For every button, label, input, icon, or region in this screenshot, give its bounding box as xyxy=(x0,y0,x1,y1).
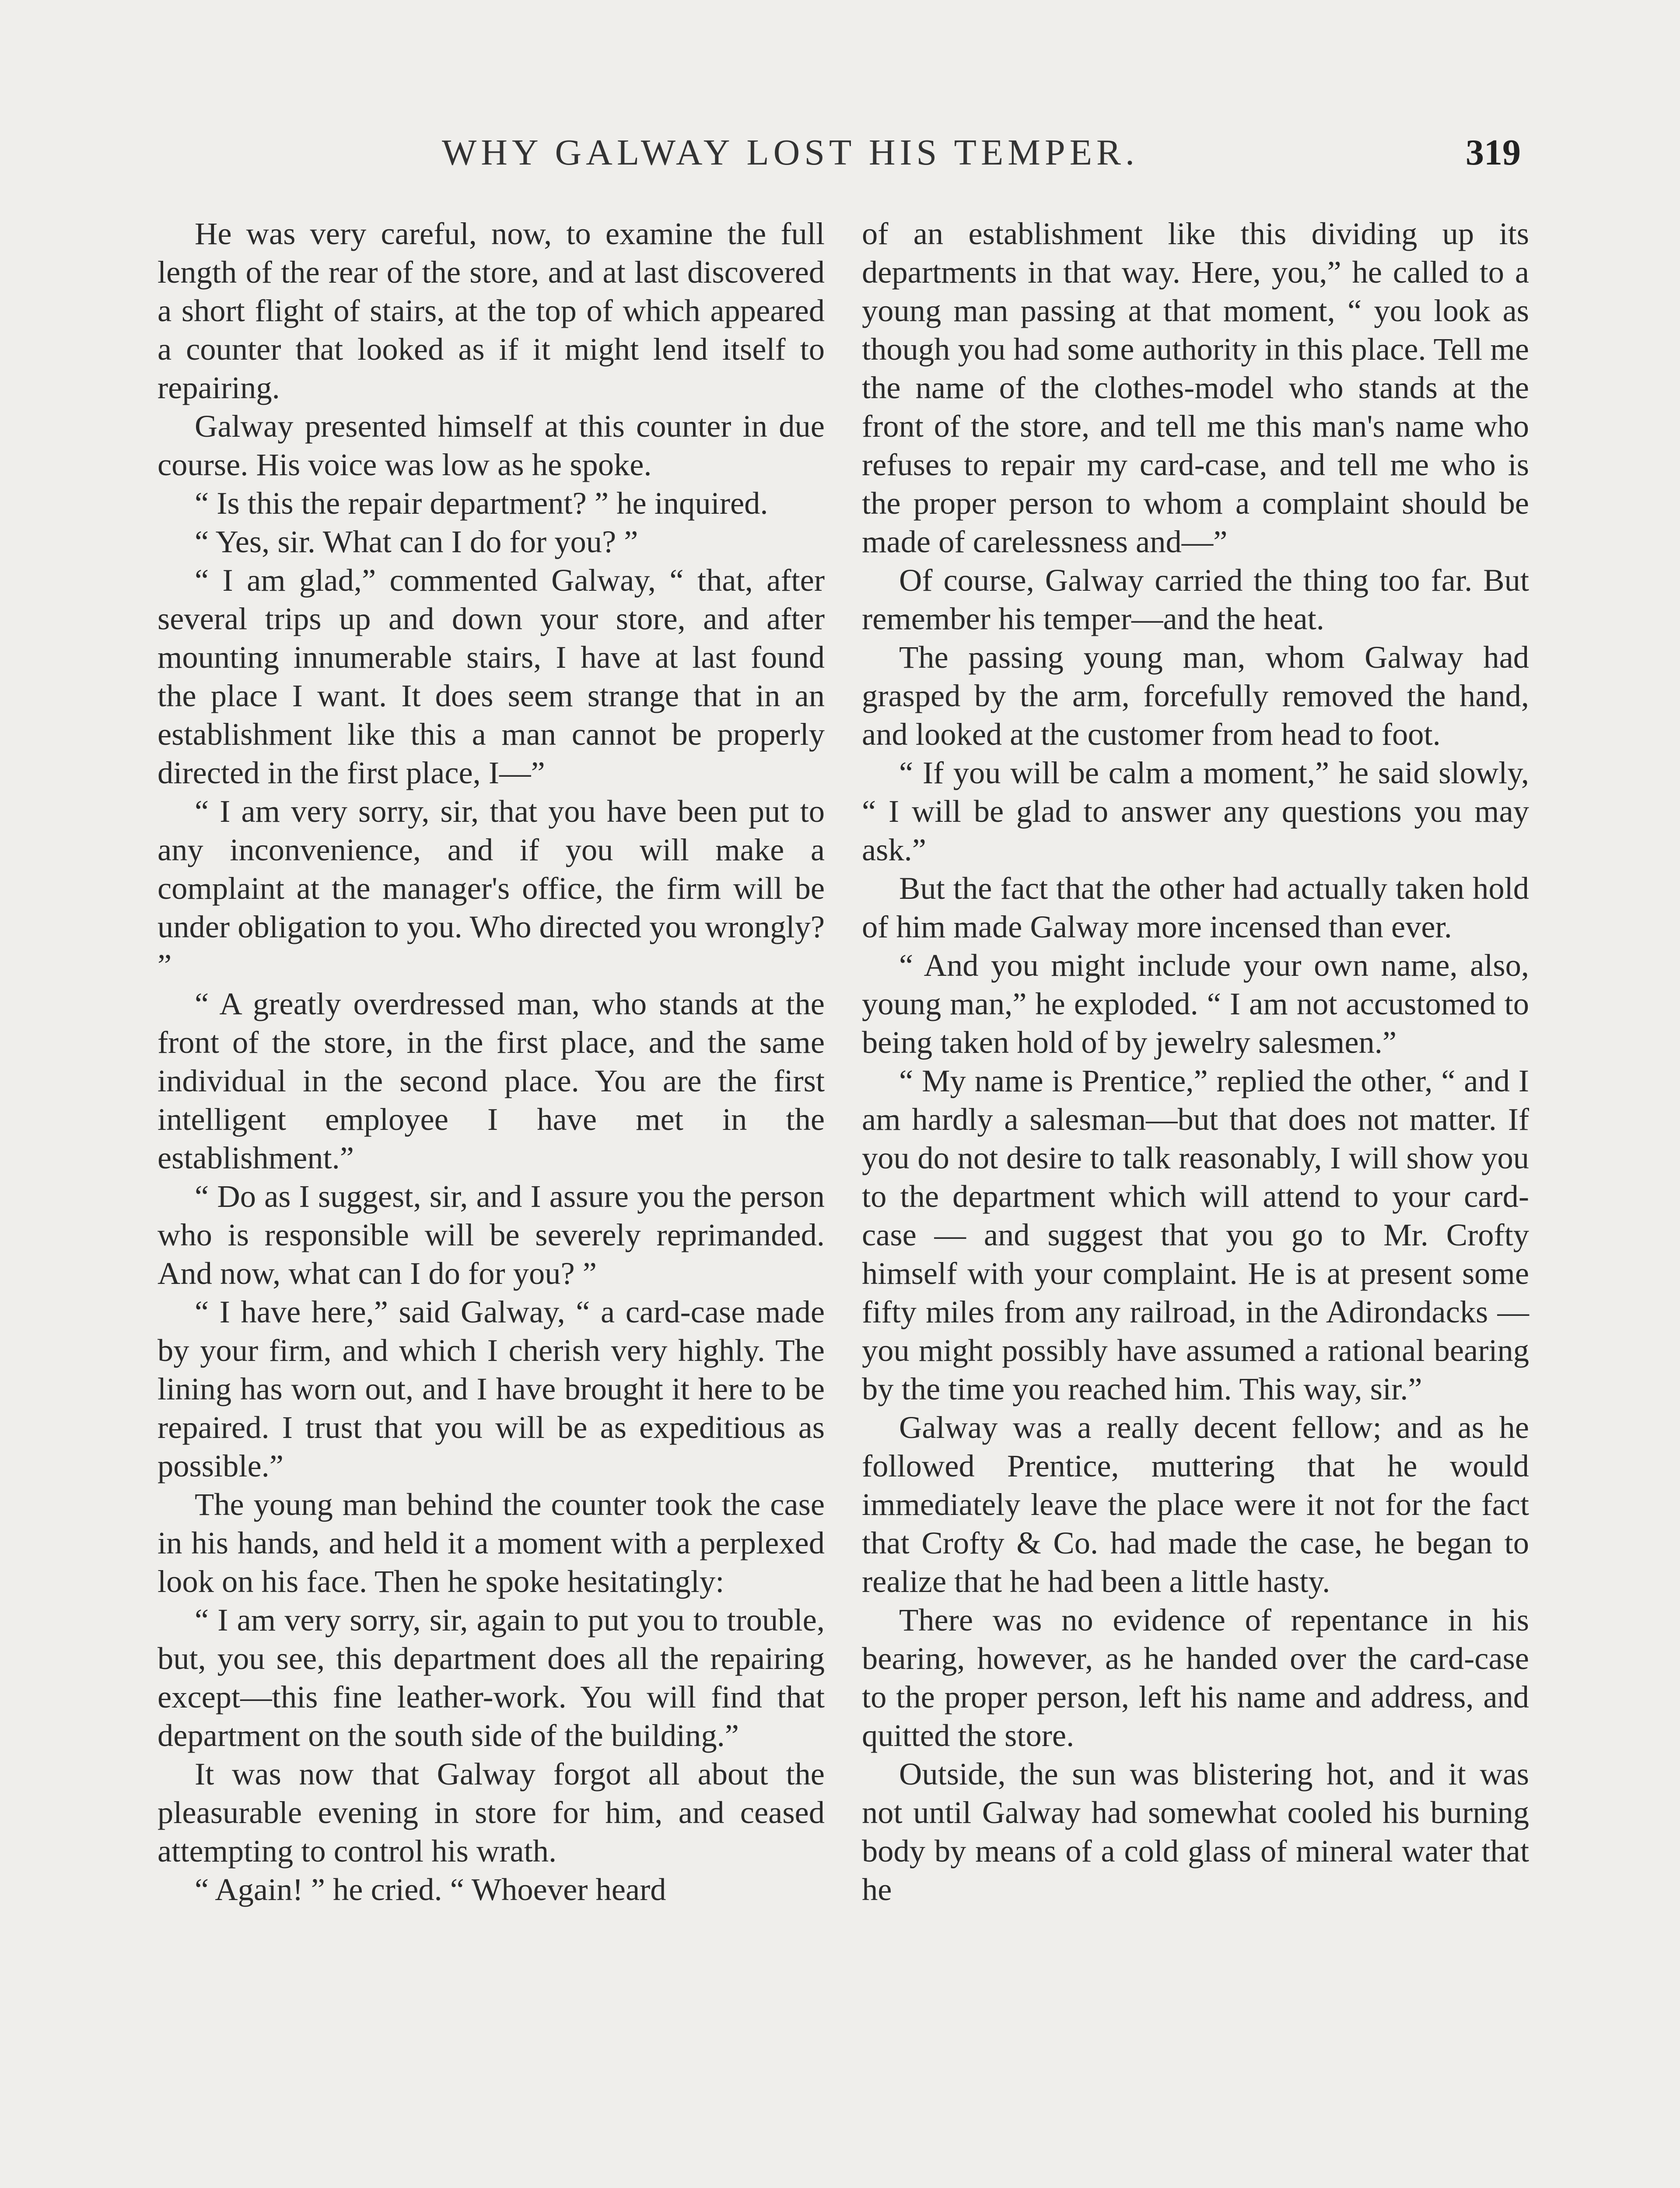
paragraph: He was very careful, now, to examine the full length of the rear of the store, and at last discovered a short flight of stairs, at the top of which appeared a counter that looked as if it might lend itself to repairing. xyxy=(158,216,825,405)
paragraph: “ Do as I suggest, sir, and I assure you the person who is responsible will be severely reprimanded. And now, what can I do for you? ” xyxy=(158,1178,825,1291)
paragraph: “ I am very sorry, sir, that you have been put to any inconvenience, and if you will make a complaint at the manager's office, the firm will be under obligation to you. Who directed you wrongly? ” xyxy=(158,793,825,983)
running-title: WHY GALWAY LOST HIS TEMPER. xyxy=(442,132,1139,173)
paragraph: “ I am very sorry, sir, again to put you to trouble, but, you see, this department does all the repairing except—this fine leather-work. You will find that department on the south side of the building.” xyxy=(158,1602,825,1753)
paragraph: Outside, the sun was blistering hot, and it was not until Galway had somewhat cooled his burning body by means of a cold glass of mineral water that he xyxy=(862,1756,1529,1907)
paragraph: “ If you will be calm a moment,” he said slowly, “ I will be glad to answer any questions you may ask.” xyxy=(862,755,1529,867)
page-number: 319 xyxy=(1466,132,1521,173)
right-column xyxy=(862,214,1529,1909)
paragraph: Galway was a really decent fellow; and as he followed Prentice, muttering that he would immediately leave the place were it not for the fact that Crofty & Co. had made the case, he began to realize that he had been a little hasty. xyxy=(862,1410,1529,1599)
paragraph: “ A greatly overdressed man, who stands at the front of the store, in the first place, and the same individual in the second place. You are the first intelligent employee I have met in the establishment.” xyxy=(158,986,825,1175)
left-column xyxy=(158,214,825,1909)
paragraph: The passing young man, whom Galway had grasped by the arm, forcefully removed the hand, and looked at the customer from head to foot. xyxy=(862,639,1529,752)
paragraph: Galway presented himself at this counter in due course. His voice was low as he spoke. xyxy=(158,408,825,482)
paragraph: The young man behind the counter took the case in his hands, and held it a moment with a perplexed look on his face. Then he spoke hesitatingly: xyxy=(158,1487,825,1599)
paragraph: “ I am glad,” commented Galway, “ that, after several trips up and down your store, and after mounting innumerable stairs, I have at last found the place I want. It does seem strange that in an establishment like this a man cannot be properly directed in the first place, I—” xyxy=(158,562,825,790)
paragraph: Of course, Galway carried the thing too far. But remember his temper—and the heat. xyxy=(862,562,1529,636)
paragraph: “ And you might include your own name, also, young man,” he exploded. “ I am not accustomed to being taken hold of by jewelry salesmen.” xyxy=(862,947,1529,1060)
paragraph: “ Yes, sir. What can I do for you? ” xyxy=(195,524,638,559)
paragraph: “ Again! ” he cried. “ Whoever heard xyxy=(195,1872,666,1907)
continued-paragraph: of an establishment like this dividing up its departments in that way. Here, you,” he called to a young man passing at that moment, “ you look as though you had some authority in this place. Tell me the name of the clothes-model who stands at the front of the store, and tell me this man's name who refuses to repair my card-case, and tell me who is the proper person to whom a complaint should be made of carelessness and—” xyxy=(862,216,1529,559)
paragraph: “ My name is Prentice,” replied the other, “ and I am hardly a salesman—but that does not matter. If you do not desire to talk reasonably, I will show you to the department which will attend to your card-case — and suggest that you go to Mr. Crofty himself with your complaint. He is at present some fifty miles from any railroad, in the Adirondacks — you might possibly have assumed a rational bearing by the time you reached him. This way, sir.” xyxy=(862,1063,1529,1406)
paragraph: “ Is this the repair department? ” he inquired. xyxy=(195,485,768,521)
paragraph: “ I have here,” said Galway, “ a card-case made by your firm, and which I cherish very highly. The lining has worn out, and I have brought it here to be repaired. I trust that you will be as expeditious as possible.” xyxy=(158,1294,825,1483)
paragraph: There was no evidence of repentance in his bearing, however, as he handed over the card-case to the proper person, left his name and address, and quitted the store. xyxy=(862,1602,1529,1753)
paragraph: It was now that Galway forgot all about the pleasurable evening in store for him, and ceased attempting to control his wrath. xyxy=(158,1756,825,1869)
paragraph: But the fact that the other had actually taken hold of him made Galway more incensed than ever. xyxy=(862,870,1529,944)
